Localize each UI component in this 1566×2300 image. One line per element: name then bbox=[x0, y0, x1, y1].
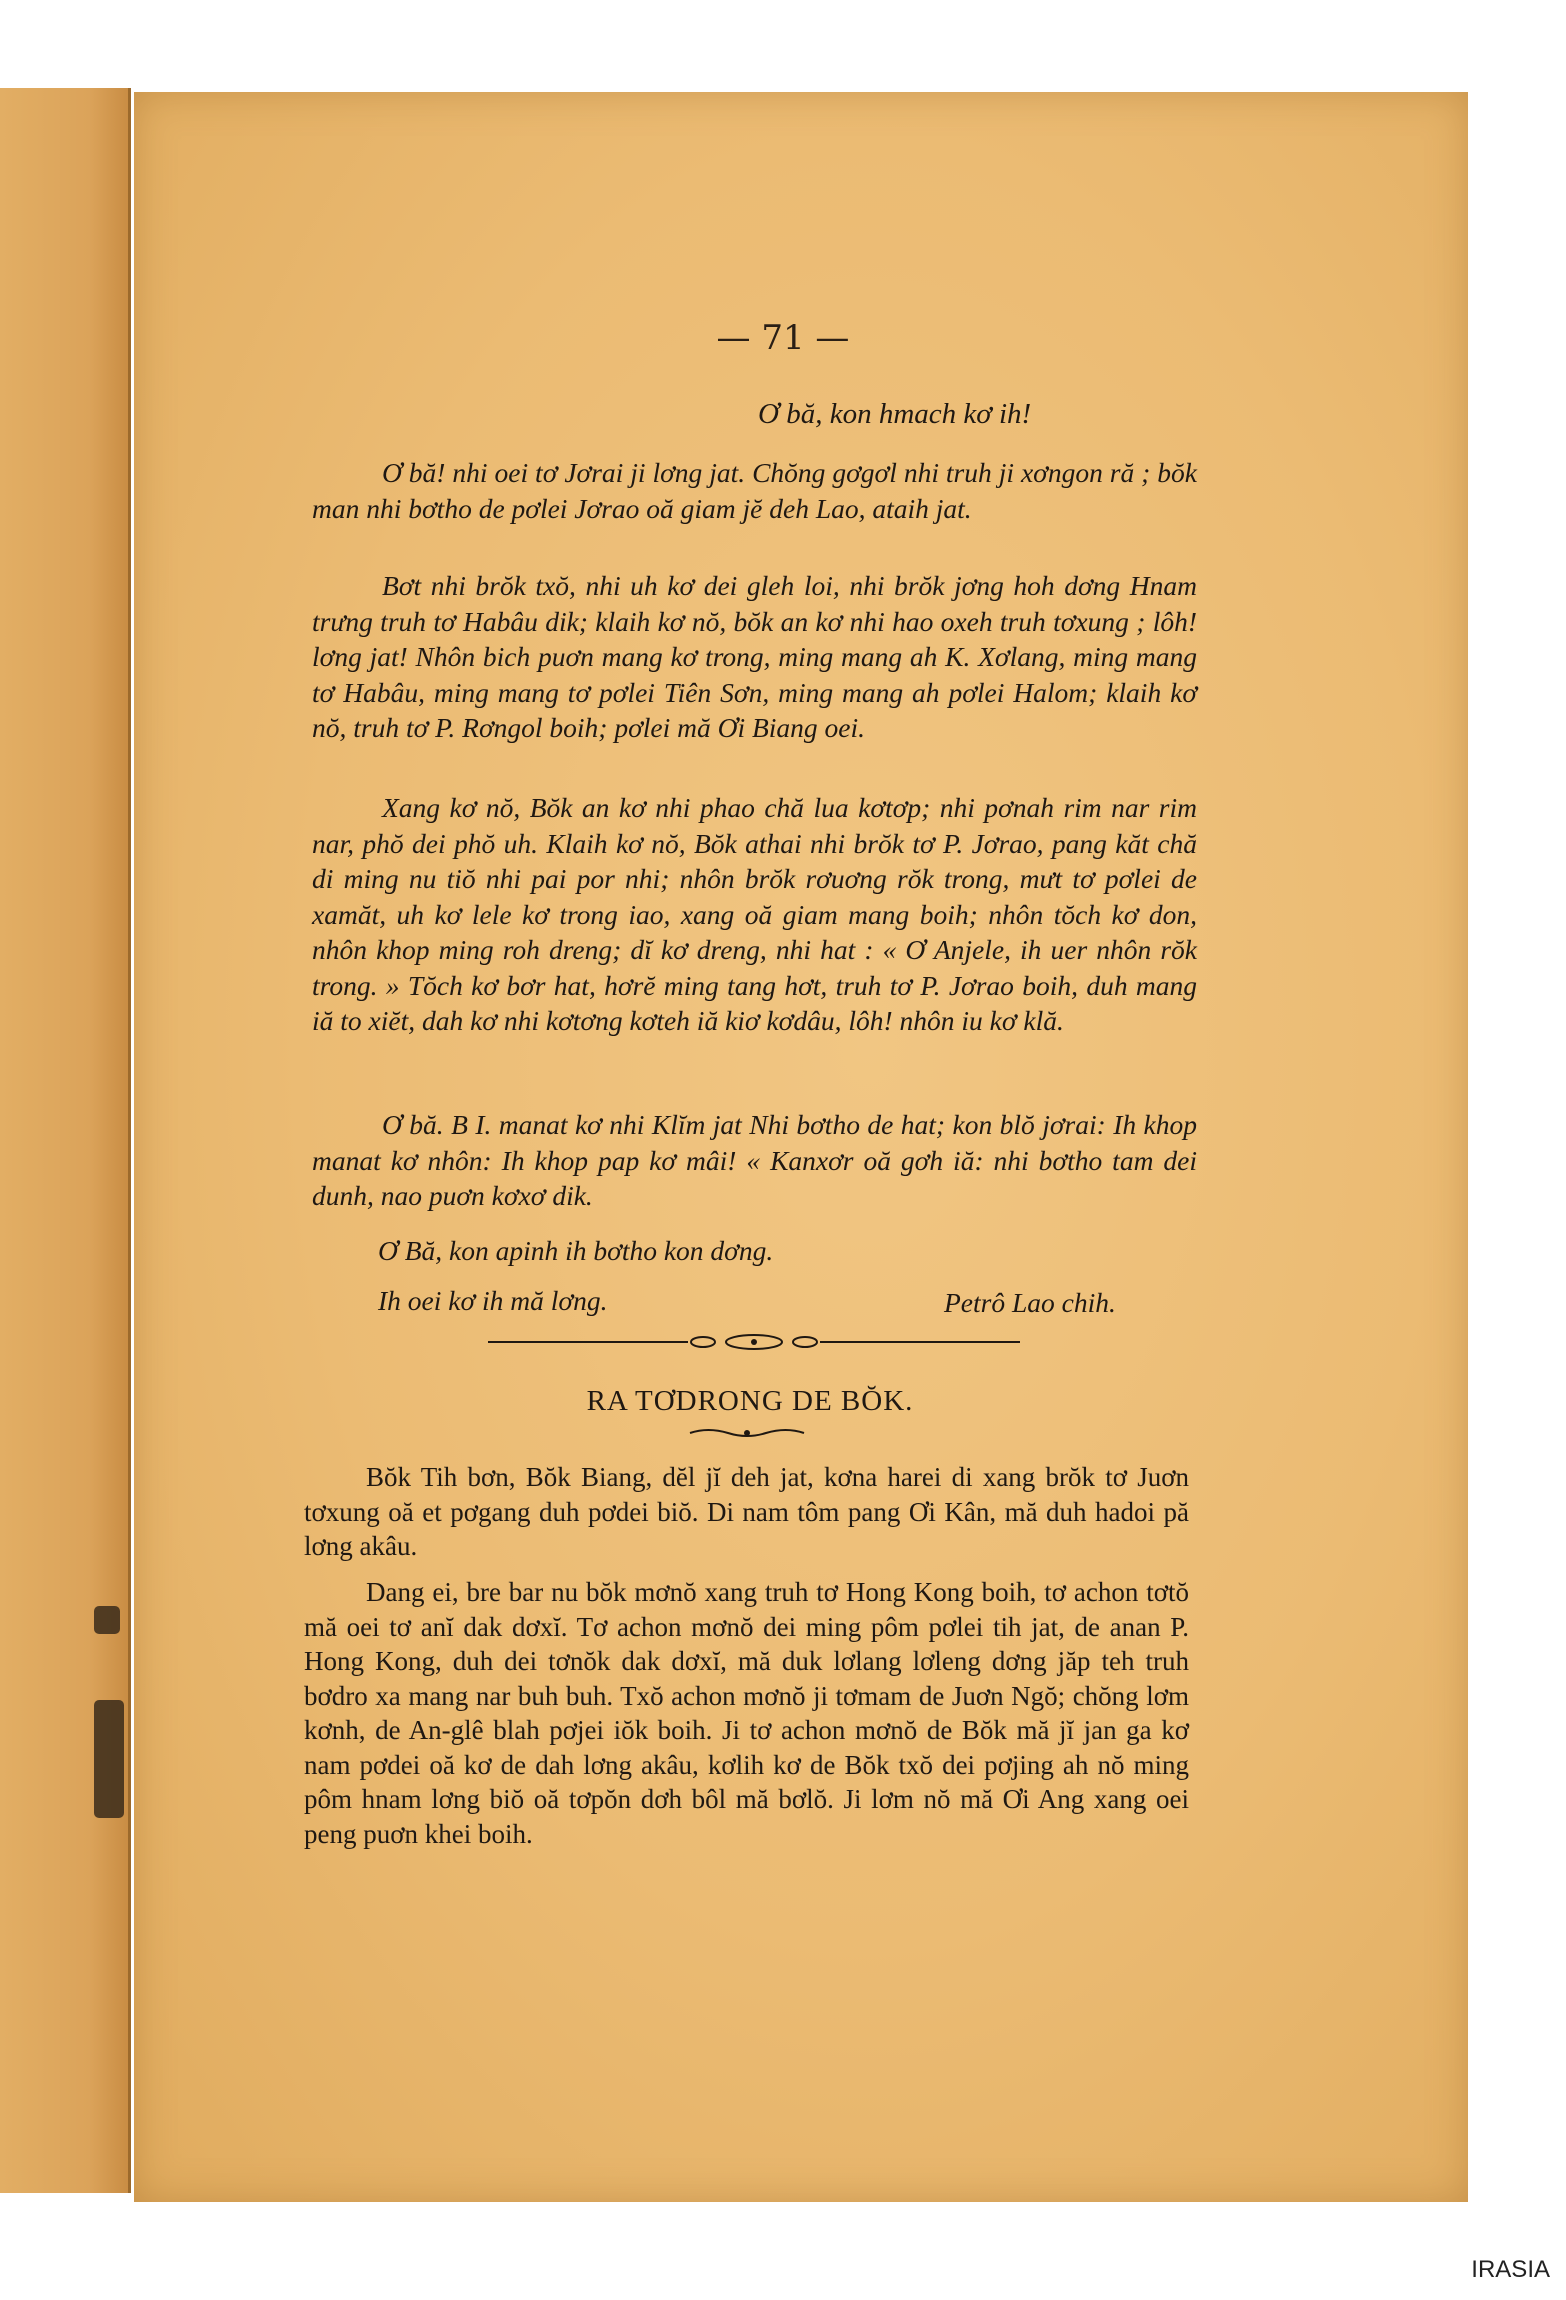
letter-paragraph: Bơt nhi brŏk txŏ, nhi uh kơ dei gleh loi, nhi brŏk jơng hoh dơng Hnam trưng truh tơ Habâu dik; klaih kơ nŏ, bŏk an kơ nhi hao oxeh truh tơxung ; lôh! lơng jat! Nhôn bich puơn mang kơ trong, ming mang ah K. Xơlang, ming mang tơ Habâu, ming mang tơ pơlei Tiên Sơn, ming mang ah pơlei Halom; klaih kơ nŏ, truh tơ P. Rơngol boih; pơlei mă Ơi Biang oei. bbox=[312, 570, 1197, 743]
section-title: RA TƠDRONG DE BŎK. bbox=[586, 1385, 914, 1417]
watermark: IRASIA bbox=[1471, 2256, 1550, 2283]
letter-paragraph: Xang kơ nŏ, Bŏk an kơ nhi phao chă lua kơtơp; nhi pơnah rim nar rim nar, phŏ dei phŏ uh. Klaih kơ nŏ, Bŏk athai nhi brŏk tơ P. Jơrao, pang kăt chă di ming nu tiŏ nhi pai por nhi; nhôn brŏk rơuơng rŏk trong, mưt tơ pơlei de xamăt, uh kơ lele kơ trong iao, xang oă giam mang boih; nhôn tŏch kơ don, nhôn khop ming roh dreng; dĭ kơ dreng, nhi hat : « Ơ Anjele, ih uer nhôn rŏk trong. » Tŏch kơ bơr hat, hơrĕ ming tang hơt, truh tơ P. Jơrao boih, duh mang iă to xiĕt, dah kơ nhi kơtơng kơteh iă kiơ kơdâu, lôh! nhôn iu kơ klă. bbox=[312, 792, 1197, 1036]
closing-line: Ih oei kơ ih mă lơng. bbox=[378, 1285, 608, 1316]
letter-salutation: Ơ bă, kon hmach kơ ih! bbox=[758, 398, 1032, 430]
left-page-edge bbox=[0, 88, 131, 2193]
body-paragraph: Dang ei, bre bar nu bŏk mơnŏ xang truh tơ Hong Kong boih, tơ achon tơtŏ mă oei tơ anĭ dak dơxĭ. Tơ achon mơnŏ dei ming pôm pơlei tih jat, de anan P. Hong Kong, duh dei tơnŏk dak dơxĭ, mă duk lơlang lơleng dơng jăp teh truh bơdro xa mang nar buh buh. Txŏ achon mơnŏ ji tơmam de Juơn Ngŏ; chŏng lơm kơnh, de An-glê blah pơjei iŏk boih. Ji tơ achon mơnŏ de Bŏk mă jĭ jan ga kơ nam pơdei oă kơ de dah lơng akâu, kơlih kơ de Bŏk txŏ dei pơjing ah nŏ ming pôm hnam lơng biŏ oă tơpŏn dơh bôl mă bơlŏ. Ji lơm nŏ mă Ơi Ang xang oei peng puơn khei boih. bbox=[304, 1577, 1189, 1849]
page-number: — 71 — bbox=[716, 318, 850, 358]
body-paragraph: Bŏk Tih bơn, Bŏk Biang, dĕl jĭ deh jat, kơna harei di xang brŏk tơ Juơn tơxung oă et pơgang duh pơdei biŏ. Di nam tôm pang Ơi Kân, mă duh hadoi pă lơng akâu. bbox=[304, 1462, 1189, 1561]
binding-stitch-mark bbox=[94, 1700, 124, 1818]
closing-line: Ơ Bă, kon apinh ih bơtho kon dơng. bbox=[378, 1235, 774, 1266]
letter-paragraph: Ơ bă! nhi oei tơ Jơrai ji lơng jat. Chŏng gơgơl nhi truh ji xơngon ră ; bŏk man nhi bơtho de pơlei Jơrao oă giam jĕ deh Lao, ataih jat. bbox=[312, 457, 1197, 524]
binding-stitch-mark bbox=[94, 1606, 120, 1634]
title-ornament bbox=[688, 1425, 806, 1441]
ornamental-divider bbox=[488, 1330, 1020, 1354]
signature: Petrô Lao chih. bbox=[944, 1287, 1116, 1318]
letter-paragraph: Ơ bă. B I. manat kơ nhi Klĭm jat Nhi bơtho de hat; kon blŏ jơrai: Ih khop manat kơ nhôn: Ih khop pap kơ mâi! « Kanxơr oă gơh iă: nhi bơtho tam dei dunh, nao puơn kơxơ dik. bbox=[312, 1109, 1197, 1211]
